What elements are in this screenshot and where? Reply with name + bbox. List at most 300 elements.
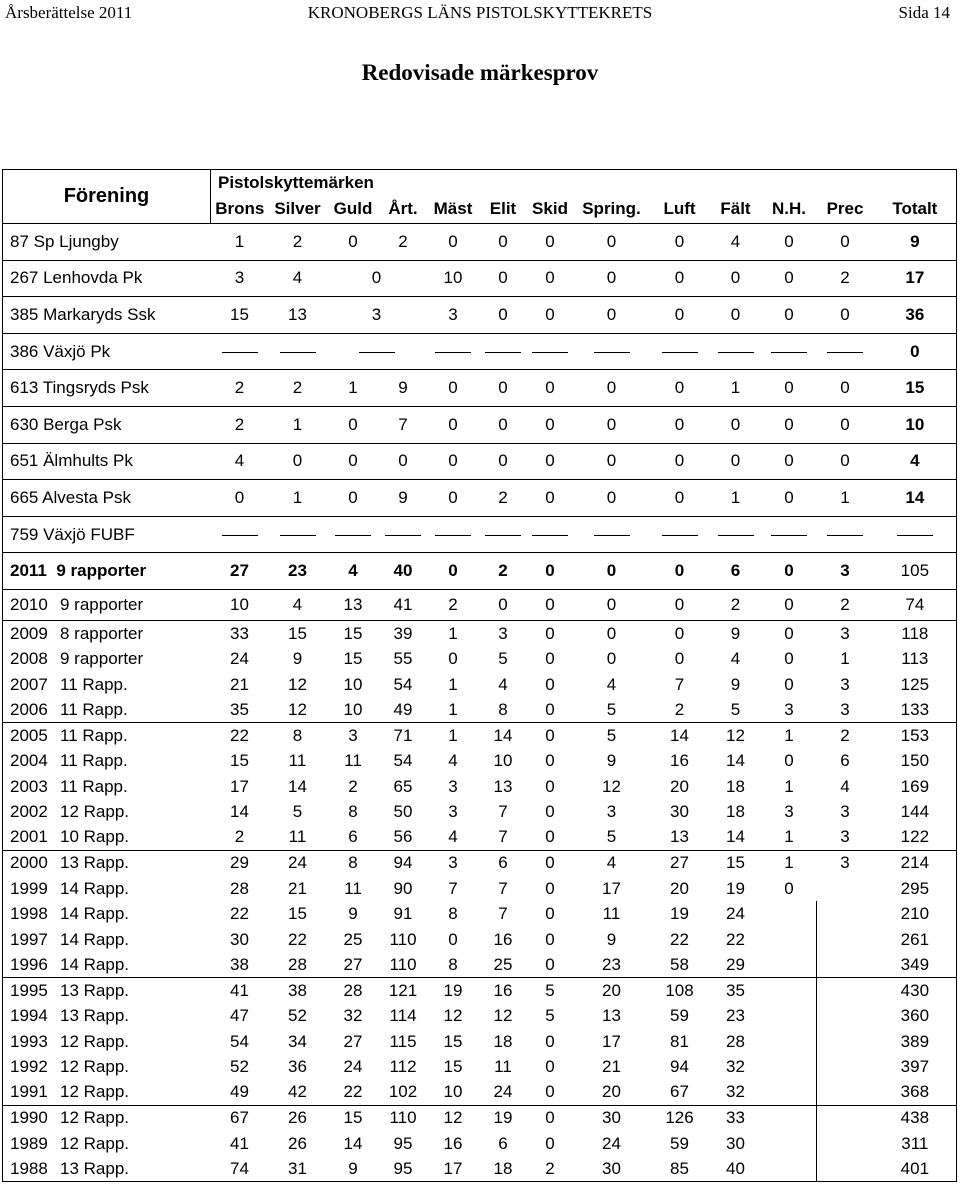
table-cell: 0 bbox=[480, 370, 527, 407]
history-cell: 49 bbox=[380, 697, 427, 723]
history-cell: 0 bbox=[650, 590, 710, 621]
table-cell: 4 bbox=[874, 443, 957, 480]
history-cell: 74 bbox=[874, 590, 957, 621]
history-cell: 0 bbox=[545, 1031, 555, 1051]
history-cell: 430 bbox=[874, 978, 957, 1004]
history-cell: 42 bbox=[269, 1080, 327, 1106]
table-cell: 0 bbox=[574, 260, 650, 297]
table-cell: 0 bbox=[574, 443, 650, 480]
history-cell: 0 bbox=[545, 725, 555, 745]
history-cell: 39 bbox=[393, 623, 413, 643]
history-cell: 71 bbox=[393, 725, 413, 745]
history-cell: 91 bbox=[393, 904, 413, 924]
history-cell: 110 bbox=[389, 1108, 417, 1128]
dash-mark bbox=[827, 535, 863, 536]
history-cell: 54 bbox=[393, 674, 413, 694]
table-cell: 7 bbox=[380, 406, 427, 443]
history-cell: 14 bbox=[288, 776, 307, 796]
history-cell: 112 bbox=[389, 1057, 417, 1077]
history-cell: 0 bbox=[545, 1133, 555, 1153]
history-cell: 52 bbox=[288, 1006, 307, 1026]
history-cell: 67 bbox=[230, 1108, 249, 1128]
history-cell: 6 bbox=[498, 853, 508, 873]
year-label: 2000 bbox=[10, 853, 48, 873]
year-label: 1990 bbox=[10, 1108, 48, 1128]
table-header-row bbox=[3, 170, 957, 196]
history-year bbox=[3, 1156, 211, 1182]
history-row bbox=[3, 1105, 957, 1131]
history-cell: 3 bbox=[817, 697, 874, 723]
history-row bbox=[3, 850, 957, 876]
dash-mark bbox=[435, 352, 471, 353]
history-cell: 24 bbox=[343, 1057, 363, 1077]
dash-mark bbox=[280, 352, 316, 353]
history-cell: 25 bbox=[480, 952, 527, 978]
history-cell: 35 bbox=[726, 980, 745, 1000]
history-cell: 38 bbox=[211, 952, 269, 978]
history-cell: 0 bbox=[545, 904, 555, 924]
reports-label: 8 rapporter bbox=[60, 623, 144, 643]
history-cell bbox=[762, 901, 817, 927]
history-cell: 12 bbox=[443, 1108, 463, 1128]
table-cell bbox=[380, 516, 427, 553]
history-cell: 20 bbox=[602, 980, 621, 1000]
history-cell: 8 bbox=[448, 904, 458, 924]
history-cell: 30 bbox=[602, 1108, 621, 1128]
year-label: 1995 bbox=[10, 980, 48, 1000]
table-cell: 9 bbox=[380, 370, 427, 407]
history-cell: 0 bbox=[545, 623, 555, 643]
history-cell: 67 bbox=[650, 1080, 710, 1106]
total-cell: 0 bbox=[427, 553, 480, 590]
history-cell: 32 bbox=[343, 1006, 363, 1026]
history-cell bbox=[762, 927, 817, 953]
table-cell: 4 bbox=[211, 443, 269, 480]
history-cell: 13 bbox=[327, 590, 380, 621]
history-cell: 16 bbox=[493, 929, 513, 949]
history-year bbox=[3, 1003, 211, 1029]
history-cell: 118 bbox=[874, 621, 957, 647]
history-cell: 28 bbox=[726, 1031, 745, 1051]
history-cell: 438 bbox=[874, 1105, 957, 1131]
history-year bbox=[3, 697, 211, 723]
history-cell: 1 bbox=[762, 825, 817, 851]
history-cell: 41 bbox=[230, 980, 249, 1000]
history-cell bbox=[762, 1105, 817, 1131]
history-cell: 3 bbox=[348, 725, 358, 745]
history-cell: 27 bbox=[327, 952, 380, 978]
history-cell: 9 bbox=[730, 623, 741, 643]
history-cell: 2 bbox=[527, 1156, 574, 1182]
history-cell: 14 bbox=[726, 751, 745, 771]
history-cell: 6 bbox=[498, 1133, 508, 1153]
history-cell: 41 bbox=[230, 1133, 249, 1153]
history-cell: 397 bbox=[874, 1054, 957, 1080]
total-row bbox=[3, 553, 957, 590]
history-cell: 0 bbox=[545, 751, 555, 771]
history-cell: 0 bbox=[606, 623, 617, 643]
history-cell: 0 bbox=[448, 649, 458, 669]
history-cell: 21 bbox=[288, 878, 307, 898]
table-cell: 0 bbox=[527, 370, 574, 407]
history-row bbox=[3, 646, 957, 672]
club-name: 630 Berga Psk bbox=[3, 406, 211, 443]
dash-mark bbox=[771, 535, 807, 536]
table-row bbox=[3, 406, 957, 443]
history-cell bbox=[817, 952, 874, 978]
history-cell: 24 bbox=[480, 1080, 527, 1106]
table-cell: 15 bbox=[211, 297, 269, 334]
history-cell: 11 bbox=[288, 751, 307, 771]
history-cell bbox=[762, 1131, 817, 1157]
reports-label: 13 Rapp. bbox=[60, 1158, 129, 1178]
history-cell: 0 bbox=[527, 1080, 574, 1106]
history-cell: 0 bbox=[674, 623, 685, 643]
history-cell: 1 bbox=[448, 623, 458, 643]
table-cell: 0 bbox=[480, 443, 527, 480]
year-label: 2001 bbox=[10, 827, 48, 847]
history-cell: 9 bbox=[606, 929, 617, 949]
table-cell: 0 bbox=[574, 406, 650, 443]
history-cell: 3 bbox=[448, 853, 458, 873]
history-cell: 81 bbox=[670, 1031, 689, 1051]
history-cell: 4 bbox=[606, 674, 617, 694]
club-name: 665 Alvesta Psk bbox=[3, 480, 211, 517]
table-cell: 0 bbox=[427, 406, 480, 443]
history-cell: 3 bbox=[606, 802, 617, 822]
history-cell: 22 bbox=[726, 929, 745, 949]
reports-label: 14 Rapp. bbox=[60, 929, 129, 949]
history-cell bbox=[762, 1003, 817, 1029]
history-cell: 34 bbox=[288, 1031, 307, 1051]
table-cell bbox=[527, 333, 574, 370]
history-cell: 1 bbox=[427, 697, 480, 723]
history-cell: 28 bbox=[230, 878, 249, 898]
history-cell bbox=[817, 978, 874, 1004]
table-cell: 0 bbox=[710, 443, 762, 480]
table-cell: 36 bbox=[874, 297, 957, 334]
history-cell: 389 bbox=[874, 1029, 957, 1055]
table-cell bbox=[211, 516, 269, 553]
club-name: 385 Markaryds Ssk bbox=[3, 297, 211, 334]
history-cell: 4 bbox=[840, 776, 850, 796]
reports-label: 11 Rapp. bbox=[60, 699, 128, 719]
history-cell: 11 bbox=[602, 904, 621, 924]
table-cell bbox=[650, 516, 710, 553]
history-cell: 21 bbox=[602, 1057, 621, 1077]
history-year bbox=[3, 978, 211, 1004]
history-cell bbox=[817, 1029, 874, 1055]
table-cell: 3 bbox=[327, 297, 427, 334]
history-cell: 90 bbox=[393, 878, 413, 898]
column-header: Elit bbox=[480, 196, 527, 224]
dash-mark bbox=[594, 352, 630, 353]
history-cell bbox=[817, 1105, 874, 1131]
history-cell: 7 bbox=[498, 878, 508, 898]
table-cell: 9 bbox=[874, 224, 957, 261]
history-cell: 30 bbox=[230, 929, 249, 949]
history-year bbox=[3, 1131, 211, 1157]
history-cell: 3 bbox=[840, 674, 850, 694]
history-cell: 15 bbox=[343, 649, 363, 669]
total-cell: 0 bbox=[574, 553, 650, 590]
table-row bbox=[3, 370, 957, 407]
history-cell: 7 bbox=[674, 674, 685, 694]
history-cell: 24 bbox=[230, 649, 249, 669]
table-cell: 0 bbox=[762, 480, 817, 517]
year-label: 1994 bbox=[10, 1006, 48, 1026]
history-cell: 24 bbox=[726, 904, 745, 924]
table-cell bbox=[480, 333, 527, 370]
table-cell: 2 bbox=[211, 406, 269, 443]
history-cell bbox=[762, 1080, 817, 1106]
total-cell: 23 bbox=[269, 553, 327, 590]
year-label: 2003 bbox=[10, 776, 48, 796]
table-cell: 0 bbox=[817, 406, 874, 443]
dash-mark bbox=[827, 352, 863, 353]
reports-label: 12 Rapp. bbox=[60, 1108, 129, 1128]
history-cell: 7 bbox=[480, 825, 527, 851]
dash-mark bbox=[594, 535, 630, 536]
history-cell bbox=[762, 1054, 817, 1080]
history-cell: 11 bbox=[344, 751, 362, 771]
table-cell bbox=[710, 333, 762, 370]
history-cell: 41 bbox=[380, 590, 427, 621]
history-cell: 10 bbox=[343, 674, 363, 694]
dash-mark bbox=[335, 535, 371, 536]
year-label: 2007 bbox=[10, 674, 48, 694]
history-cell: 4 bbox=[269, 590, 327, 621]
history-cell: 19 bbox=[670, 904, 689, 924]
history-cell: 1 bbox=[448, 725, 458, 745]
table-row bbox=[3, 516, 957, 553]
club-name: 651 Älmhults Pk bbox=[3, 443, 211, 480]
history-cell: 9 bbox=[327, 1156, 380, 1182]
table-cell: 0 bbox=[380, 443, 427, 480]
history-row bbox=[3, 774, 957, 800]
table-cell: 2 bbox=[380, 224, 427, 261]
table-cell: 13 bbox=[269, 297, 327, 334]
history-cell: 13 bbox=[650, 825, 710, 851]
year-label: 1989 bbox=[10, 1133, 48, 1153]
table-cell: 0 bbox=[650, 480, 710, 517]
history-cell bbox=[817, 901, 874, 927]
table-cell: 0 bbox=[817, 443, 874, 480]
history-cell: 0 bbox=[527, 697, 574, 723]
history-cell: 38 bbox=[288, 980, 307, 1000]
table-cell: 0 bbox=[762, 297, 817, 334]
history-cell: 4 bbox=[606, 853, 617, 873]
history-cell: 0 bbox=[784, 649, 794, 669]
history-cell: 0 bbox=[480, 590, 527, 621]
history-cell: 210 bbox=[874, 901, 957, 927]
history-cell: 30 bbox=[670, 802, 689, 822]
table-cell: 10 bbox=[874, 406, 957, 443]
history-cell: 56 bbox=[380, 825, 427, 851]
history-cell: 29 bbox=[230, 853, 249, 873]
history-cell: 113 bbox=[874, 646, 957, 672]
history-cell: 0 bbox=[545, 674, 555, 694]
history-cell: 5 bbox=[545, 980, 555, 1000]
history-row bbox=[3, 927, 957, 953]
history-year bbox=[3, 927, 211, 953]
year-label: 1991 bbox=[10, 1082, 48, 1102]
history-cell: 15 bbox=[443, 1031, 463, 1051]
history-cell: 50 bbox=[393, 802, 413, 822]
year-label: 2005 bbox=[10, 725, 48, 745]
history-cell: 110 bbox=[389, 929, 417, 949]
history-cell: 19 bbox=[443, 980, 463, 1000]
history-cell: 9 bbox=[730, 674, 741, 694]
history-cell: 55 bbox=[393, 649, 413, 669]
reports-label: 12 Rapp. bbox=[60, 1031, 129, 1051]
header-center: KRONOBERGS LÄNS PISTOLSKYTTEKRETS bbox=[307, 3, 653, 22]
history-cell: 3 bbox=[784, 802, 794, 822]
total-cell: 6 bbox=[710, 553, 762, 590]
reports-label: 9 rapporter bbox=[60, 595, 144, 615]
table-cell: 4 bbox=[710, 224, 762, 261]
history-year bbox=[3, 646, 211, 672]
history-cell: 20 bbox=[670, 776, 689, 796]
history-cell: 8 bbox=[427, 952, 480, 978]
history-cell bbox=[817, 1054, 874, 1080]
table-cell: 0 bbox=[527, 406, 574, 443]
history-cell: 0 bbox=[674, 649, 685, 669]
total-cell: 0 bbox=[650, 553, 710, 590]
history-cell: 22 bbox=[670, 929, 689, 949]
history-cell: 12 bbox=[493, 1006, 513, 1026]
history-year bbox=[3, 621, 211, 647]
total-cell: 4 bbox=[327, 553, 380, 590]
history-cell: 15 bbox=[443, 1057, 463, 1077]
history-cell: 12 bbox=[288, 674, 307, 694]
table-cell: 1 bbox=[269, 406, 327, 443]
table-cell: 1 bbox=[327, 370, 380, 407]
table-cell: 2 bbox=[269, 370, 327, 407]
history-cell: 0 bbox=[545, 1108, 555, 1128]
history-cell: 16 bbox=[670, 751, 689, 771]
history-cell: 12 bbox=[602, 776, 621, 796]
table-cell: 4 bbox=[269, 260, 327, 297]
reports-label: 12 Rapp. bbox=[60, 1133, 129, 1153]
reports-label: 11 Rapp. bbox=[60, 725, 128, 745]
table-cell: 0 bbox=[480, 224, 527, 261]
history-cell: 10 bbox=[327, 697, 380, 723]
table-cell bbox=[327, 516, 380, 553]
history-cell: 59 bbox=[670, 1006, 689, 1026]
history-cell: 0 bbox=[574, 590, 650, 621]
table-cell bbox=[427, 333, 480, 370]
history-cell: 27 bbox=[670, 853, 689, 873]
club-name: 613 Tingsryds Psk bbox=[3, 370, 211, 407]
history-cell: 15 bbox=[726, 853, 745, 873]
history-cell: 3 bbox=[840, 623, 850, 643]
history-cell bbox=[817, 927, 874, 953]
history-cell: 11 bbox=[269, 825, 327, 851]
table-cell: 0 bbox=[527, 443, 574, 480]
history-cell: 2 bbox=[817, 590, 874, 621]
dash-mark bbox=[435, 535, 471, 536]
history-cell: 349 bbox=[874, 952, 957, 978]
table-cell: 0 bbox=[327, 260, 427, 297]
history-cell: 214 bbox=[874, 850, 957, 876]
reports-label: 12 Rapp. bbox=[60, 1082, 129, 1102]
history-cell: 0 bbox=[784, 674, 794, 694]
history-cell: 24 bbox=[288, 853, 307, 873]
history-cell: 26 bbox=[288, 1133, 307, 1153]
table-cell: 0 bbox=[527, 260, 574, 297]
history-row bbox=[3, 799, 957, 825]
history-cell bbox=[762, 1029, 817, 1055]
column-header: Årt. bbox=[380, 196, 427, 224]
history-year bbox=[3, 1080, 211, 1106]
history-cell: 7 bbox=[498, 904, 508, 924]
table-cell bbox=[710, 516, 762, 553]
history-cell: 17 bbox=[602, 1031, 621, 1051]
history-row bbox=[3, 1131, 957, 1157]
history-cell: 3 bbox=[448, 776, 458, 796]
club-name: 386 Växjö Pk bbox=[3, 333, 211, 370]
table-cell: 0 bbox=[480, 260, 527, 297]
reports-label: 11 Rapp. bbox=[60, 751, 128, 771]
history-cell: 7 bbox=[498, 802, 508, 822]
history-cell: 20 bbox=[670, 878, 689, 898]
table-cell: 1 bbox=[269, 480, 327, 517]
table-cell: 0 bbox=[710, 260, 762, 297]
history-cell: 0 bbox=[545, 878, 555, 898]
reports-label: 12 Rapp. bbox=[60, 802, 129, 822]
history-cell: 3 bbox=[498, 623, 508, 643]
year-label: 1988 bbox=[10, 1158, 48, 1178]
year-label: 2008 bbox=[10, 649, 48, 669]
history-cell: 28 bbox=[269, 952, 327, 978]
table-row bbox=[3, 224, 957, 261]
table-cell bbox=[527, 516, 574, 553]
history-cell: 15 bbox=[230, 751, 249, 771]
history-cell: 17 bbox=[427, 1156, 480, 1182]
table-cell: 0 bbox=[527, 224, 574, 261]
dash-mark bbox=[662, 535, 698, 536]
history-cell: 0 bbox=[545, 802, 555, 822]
history-cell: 59 bbox=[670, 1133, 689, 1153]
table-cell bbox=[269, 333, 327, 370]
reports-label: 14 Rapp. bbox=[60, 878, 129, 898]
table-cell: 2 bbox=[817, 260, 874, 297]
table-row bbox=[3, 333, 957, 370]
total-cell: 27 bbox=[211, 553, 269, 590]
history-cell: 15 bbox=[288, 904, 307, 924]
history-cell: 10 bbox=[427, 1080, 480, 1106]
history-cell: 23 bbox=[574, 952, 650, 978]
history-cell: 94 bbox=[670, 1057, 689, 1077]
history-cell: 14 bbox=[670, 725, 689, 745]
history-cell: 26 bbox=[288, 1108, 307, 1128]
table-cell bbox=[762, 516, 817, 553]
history-cell: 47 bbox=[230, 1006, 249, 1026]
table-cell: 0 bbox=[527, 480, 574, 517]
history-cell: 10 bbox=[493, 751, 513, 771]
history-row bbox=[3, 1054, 957, 1080]
history-cell: 0 bbox=[545, 1057, 555, 1077]
history-cell: 2 bbox=[211, 825, 269, 851]
history-cell bbox=[817, 1156, 874, 1182]
history-row bbox=[3, 952, 957, 978]
table-cell: 0 bbox=[427, 370, 480, 407]
history-cell: 2 bbox=[650, 697, 710, 723]
history-cell: 52 bbox=[230, 1057, 249, 1077]
table-cell bbox=[817, 516, 874, 553]
history-cell: 295 bbox=[874, 876, 957, 902]
